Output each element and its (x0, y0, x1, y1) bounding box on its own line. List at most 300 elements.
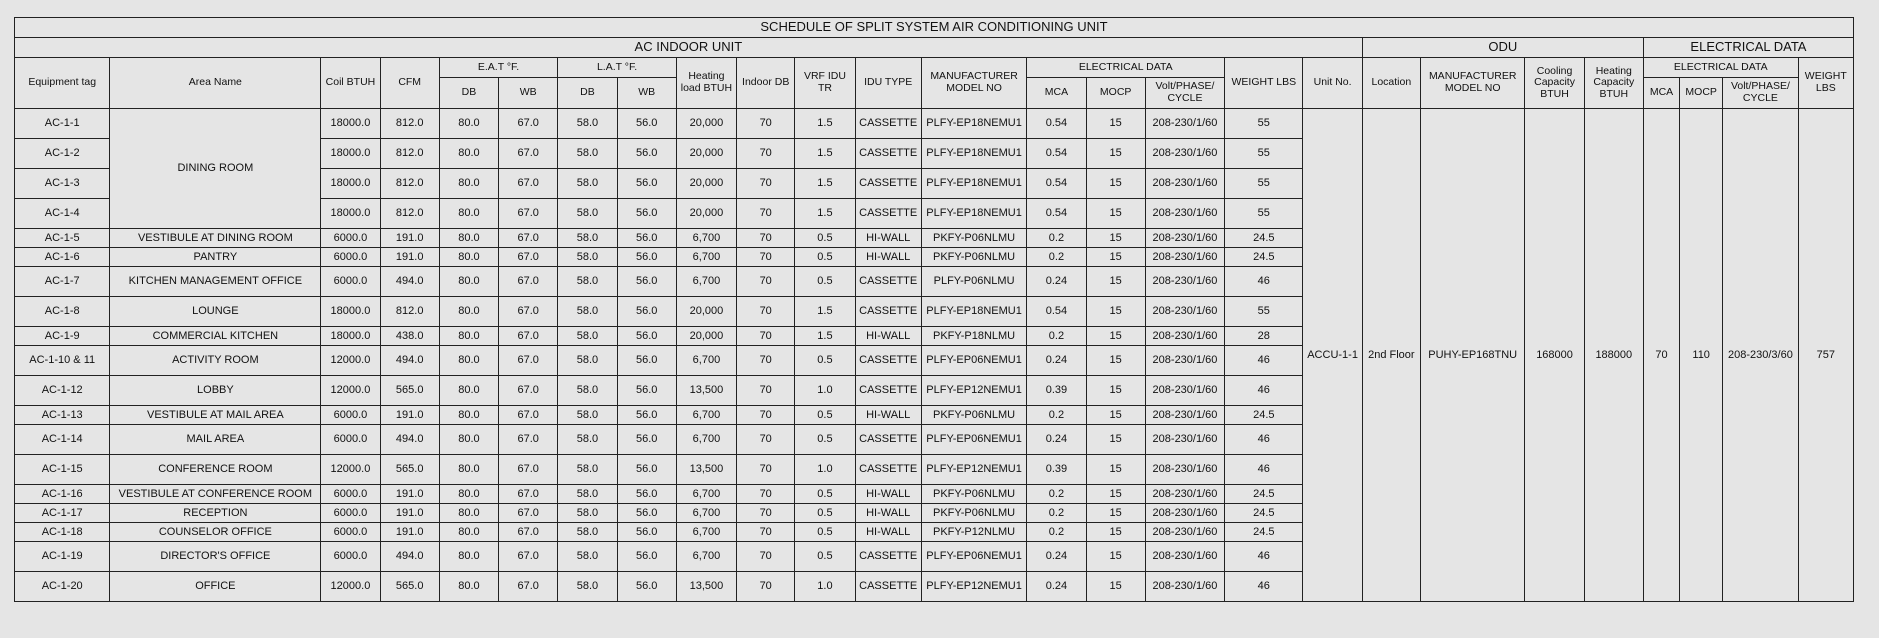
mca-cell: 0.54 (1027, 139, 1086, 169)
header-volt-phase-cycle: Volt/PHASE/ CYCLE (1145, 78, 1224, 109)
indoor-db-cell: 70 (737, 485, 795, 504)
indoor-db-cell: 70 (737, 267, 795, 297)
lat-wb-cell: 56.0 (617, 455, 676, 485)
equipment-tag-cell: AC-1-18 (15, 523, 110, 542)
header-odu-mocp: MOCP (1680, 78, 1723, 109)
tr-cell: 0.5 (795, 504, 855, 523)
header-eat-db: DB (439, 78, 498, 109)
heat-cell: 6,700 (676, 542, 736, 572)
indoor-db-cell: 70 (737, 199, 795, 229)
mocp-cell: 15 (1086, 199, 1145, 229)
equipment-tag-cell: AC-1-10 & 11 (15, 346, 110, 376)
lat-wb-cell: 56.0 (617, 504, 676, 523)
type-cell: CASSETTE (855, 139, 921, 169)
indoor-db-cell: 70 (737, 425, 795, 455)
eat-wb-cell: 67.0 (499, 425, 558, 455)
type-cell: CASSETTE (855, 109, 921, 139)
equipment-tag-cell: AC-1-12 (15, 376, 110, 406)
volt-cell: 208-230/1/60 (1145, 425, 1224, 455)
weight-cell: 28 (1225, 327, 1303, 346)
coil-cell: 6000.0 (321, 542, 380, 572)
eat-wb-cell: 67.0 (499, 376, 558, 406)
equipment-tag-cell: AC-1-19 (15, 542, 110, 572)
eat-wb-cell: 67.0 (499, 572, 558, 602)
header-area-name: Area Name (110, 58, 321, 109)
lat-db-cell: 58.0 (558, 139, 617, 169)
lat-db-cell: 58.0 (558, 572, 617, 602)
mocp-cell: 15 (1086, 523, 1145, 542)
heat-cell: 20,000 (676, 109, 736, 139)
header-location: Location (1362, 58, 1420, 109)
type-cell: CASSETTE (855, 169, 921, 199)
tr-cell: 0.5 (795, 406, 855, 425)
eat-wb-cell: 67.0 (499, 542, 558, 572)
indoor-db-cell: 70 (737, 229, 795, 248)
eat-wb-cell: 67.0 (499, 109, 558, 139)
lat-db-cell: 58.0 (558, 406, 617, 425)
area-name-cell: VESTIBULE AT MAIL AREA (110, 406, 321, 425)
mca-cell: 0.24 (1027, 542, 1086, 572)
mca-cell: 0.54 (1027, 169, 1086, 199)
lat-wb-cell: 56.0 (617, 267, 676, 297)
indoor-db-cell: 70 (737, 523, 795, 542)
heat-cell: 20,000 (676, 199, 736, 229)
tr-cell: 0.5 (795, 346, 855, 376)
coil-cell: 6000.0 (321, 406, 380, 425)
mca-cell: 0.2 (1027, 523, 1086, 542)
odu-model: PUHY-EP168TNU (1420, 109, 1524, 602)
equipment-tag-cell: AC-1-1 (15, 109, 110, 139)
lat-wb-cell: 56.0 (617, 376, 676, 406)
mca-cell: 0.2 (1027, 504, 1086, 523)
tr-cell: 0.5 (795, 485, 855, 504)
eat-db-cell: 80.0 (439, 572, 498, 602)
volt-cell: 208-230/1/60 (1145, 248, 1224, 267)
heat-cell: 6,700 (676, 406, 736, 425)
volt-cell: 208-230/1/60 (1145, 523, 1224, 542)
odu-unit-no: ACCU-1-1 (1303, 109, 1362, 602)
eat-db-cell: 80.0 (439, 267, 498, 297)
weight-cell: 55 (1225, 297, 1303, 327)
cfm-cell: 812.0 (380, 169, 439, 199)
type-cell: CASSETTE (855, 542, 921, 572)
area-name-cell: ACTIVITY ROOM (110, 346, 321, 376)
heat-cell: 13,500 (676, 455, 736, 485)
schedule-title: SCHEDULE OF SPLIT SYSTEM AIR CONDITIONING UNIT (15, 18, 1854, 38)
volt-cell: 208-230/1/60 (1145, 504, 1224, 523)
lat-db-cell: 58.0 (558, 376, 617, 406)
type-cell: HI-WALL (855, 406, 921, 425)
header-electrical-data: ELECTRICAL DATA (1027, 58, 1225, 78)
type-cell: HI-WALL (855, 248, 921, 267)
area-name-cell: COMMERCIAL KITCHEN (110, 327, 321, 346)
mocp-cell: 15 (1086, 504, 1145, 523)
eat-db-cell: 80.0 (439, 297, 498, 327)
model-cell: PLFY-EP18NEMU1 (921, 169, 1026, 199)
coil-cell: 12000.0 (321, 572, 380, 602)
area-name-cell: OFFICE (110, 572, 321, 602)
odu-mca: 70 (1643, 109, 1679, 602)
indoor-db-cell: 70 (737, 297, 795, 327)
model-cell: PKFY-P06NLMU (921, 504, 1026, 523)
model-cell: PKFY-P12NLMU (921, 523, 1026, 542)
eat-wb-cell: 67.0 (499, 504, 558, 523)
volt-cell: 208-230/1/60 (1145, 267, 1224, 297)
coil-cell: 18000.0 (321, 327, 380, 346)
cfm-cell: 565.0 (380, 572, 439, 602)
type-cell: HI-WALL (855, 504, 921, 523)
tr-cell: 1.5 (795, 297, 855, 327)
equipment-tag-cell: AC-1-9 (15, 327, 110, 346)
weight-cell: 46 (1225, 542, 1303, 572)
lat-wb-cell: 56.0 (617, 139, 676, 169)
lat-wb-cell: 56.0 (617, 229, 676, 248)
cfm-cell: 494.0 (380, 425, 439, 455)
mca-cell: 0.54 (1027, 199, 1086, 229)
header-manufacturer-model: MANUFACTURER MODEL NO (921, 58, 1026, 109)
equipment-tag-cell: AC-1-13 (15, 406, 110, 425)
mca-cell: 0.24 (1027, 572, 1086, 602)
eat-db-cell: 80.0 (439, 376, 498, 406)
lat-wb-cell: 56.0 (617, 297, 676, 327)
indoor-db-cell: 70 (737, 504, 795, 523)
lat-db-cell: 58.0 (558, 199, 617, 229)
equipment-tag-cell: AC-1-16 (15, 485, 110, 504)
equipment-tag-cell: AC-1-14 (15, 425, 110, 455)
lat-db-cell: 58.0 (558, 346, 617, 376)
model-cell: PLFY-EP12NEMU1 (921, 376, 1026, 406)
lat-wb-cell: 56.0 (617, 406, 676, 425)
eat-db-cell: 80.0 (439, 425, 498, 455)
tr-cell: 1.5 (795, 327, 855, 346)
lat-db-cell: 58.0 (558, 248, 617, 267)
lat-db-cell: 58.0 (558, 297, 617, 327)
tr-cell: 1.0 (795, 455, 855, 485)
weight-cell: 55 (1225, 169, 1303, 199)
model-cell: PLFY-EP06NEMU1 (921, 425, 1026, 455)
coil-cell: 6000.0 (321, 523, 380, 542)
weight-cell: 24.5 (1225, 504, 1303, 523)
volt-cell: 208-230/1/60 (1145, 109, 1224, 139)
equipment-tag-cell: AC-1-3 (15, 169, 110, 199)
indoor-db-cell: 70 (737, 542, 795, 572)
lat-db-cell: 58.0 (558, 455, 617, 485)
lat-wb-cell: 56.0 (617, 425, 676, 455)
equipment-tag-cell: AC-1-15 (15, 455, 110, 485)
model-cell: PKFY-P06NLMU (921, 229, 1026, 248)
mca-cell: 0.54 (1027, 109, 1086, 139)
model-cell: PLFY-EP12NEMU1 (921, 455, 1026, 485)
lat-wb-cell: 56.0 (617, 572, 676, 602)
tr-cell: 0.5 (795, 229, 855, 248)
eat-wb-cell: 67.0 (499, 346, 558, 376)
coil-cell: 6000.0 (321, 504, 380, 523)
mca-cell: 0.2 (1027, 248, 1086, 267)
mocp-cell: 15 (1086, 229, 1145, 248)
type-cell: CASSETTE (855, 425, 921, 455)
tr-cell: 1.0 (795, 572, 855, 602)
header-cfm: CFM (380, 58, 439, 109)
section-odu-electrical: ELECTRICAL DATA (1643, 38, 1853, 58)
indoor-db-cell: 70 (737, 139, 795, 169)
eat-db-cell: 80.0 (439, 169, 498, 199)
weight-cell: 24.5 (1225, 523, 1303, 542)
tr-cell: 1.5 (795, 109, 855, 139)
volt-cell: 208-230/1/60 (1145, 327, 1224, 346)
area-name-cell: LOUNGE (110, 297, 321, 327)
odu-weight: 757 (1798, 109, 1853, 602)
eat-db-cell: 80.0 (439, 327, 498, 346)
area-name-cell: PANTRY (110, 248, 321, 267)
eat-db-cell: 80.0 (439, 199, 498, 229)
equipment-tag-cell: AC-1-7 (15, 267, 110, 297)
volt-cell: 208-230/1/60 (1145, 199, 1224, 229)
eat-wb-cell: 67.0 (499, 139, 558, 169)
coil-cell: 6000.0 (321, 267, 380, 297)
cfm-cell: 494.0 (380, 267, 439, 297)
cfm-cell: 812.0 (380, 139, 439, 169)
mca-cell: 0.39 (1027, 376, 1086, 406)
header-odu-mca: MCA (1643, 78, 1679, 109)
cfm-cell: 494.0 (380, 346, 439, 376)
weight-cell: 24.5 (1225, 485, 1303, 504)
mocp-cell: 15 (1086, 542, 1145, 572)
coil-cell: 18000.0 (321, 199, 380, 229)
equipment-tag-cell: AC-1-4 (15, 199, 110, 229)
tr-cell: 1.0 (795, 376, 855, 406)
mocp-cell: 15 (1086, 297, 1145, 327)
model-cell: PLFY-EP12NEMU1 (921, 572, 1026, 602)
weight-cell: 46 (1225, 376, 1303, 406)
weight-cell: 55 (1225, 139, 1303, 169)
weight-cell: 24.5 (1225, 229, 1303, 248)
model-cell: PLFY-EP18NEMU1 (921, 109, 1026, 139)
cfm-cell: 191.0 (380, 406, 439, 425)
heat-cell: 6,700 (676, 504, 736, 523)
weight-cell: 55 (1225, 109, 1303, 139)
type-cell: CASSETTE (855, 267, 921, 297)
schedule-table (14, 17, 1854, 602)
coil-cell: 12000.0 (321, 376, 380, 406)
section-ac-indoor-unit: AC INDOOR UNIT (15, 38, 1363, 58)
tr-cell: 0.5 (795, 248, 855, 267)
header-odu-volt: Volt/PHASE/ CYCLE (1723, 78, 1798, 109)
header-odu-manufacturer-model: MANUFACTURER MODEL NO (1420, 58, 1524, 109)
header-odu-weight: WEIGHT LBS (1798, 58, 1853, 109)
indoor-db-cell: 70 (737, 455, 795, 485)
mca-cell: 0.24 (1027, 267, 1086, 297)
coil-cell: 18000.0 (321, 139, 380, 169)
cfm-cell: 191.0 (380, 523, 439, 542)
heat-cell: 20,000 (676, 327, 736, 346)
table-row (15, 109, 1854, 139)
model-cell: PLFY-EP18NEMU1 (921, 199, 1026, 229)
eat-db-cell: 80.0 (439, 523, 498, 542)
header-vrf-idu-tr: VRF IDU TR (795, 58, 855, 109)
mca-cell: 0.54 (1027, 297, 1086, 327)
eat-wb-cell: 67.0 (499, 297, 558, 327)
odu-location: 2nd Floor (1362, 109, 1420, 602)
equipment-tag-cell: AC-1-5 (15, 229, 110, 248)
area-name-cell: VESTIBULE AT CONFERENCE ROOM (110, 485, 321, 504)
tr-cell: 1.5 (795, 199, 855, 229)
type-cell: HI-WALL (855, 523, 921, 542)
equipment-tag-cell: AC-1-20 (15, 572, 110, 602)
volt-cell: 208-230/1/60 (1145, 169, 1224, 199)
header-lat-db: DB (558, 78, 617, 109)
cfm-cell: 191.0 (380, 229, 439, 248)
heat-cell: 6,700 (676, 346, 736, 376)
heat-cell: 13,500 (676, 376, 736, 406)
eat-db-cell: 80.0 (439, 542, 498, 572)
coil-cell: 6000.0 (321, 485, 380, 504)
eat-wb-cell: 67.0 (499, 199, 558, 229)
eat-db-cell: 80.0 (439, 109, 498, 139)
model-cell: PKFY-P06NLMU (921, 248, 1026, 267)
lat-db-cell: 58.0 (558, 485, 617, 504)
volt-cell: 208-230/1/60 (1145, 139, 1224, 169)
weight-cell: 46 (1225, 346, 1303, 376)
header-lat-wb: WB (617, 78, 676, 109)
model-cell: PLFY-EP18NEMU1 (921, 139, 1026, 169)
header-eat: E.A.T °F. (439, 58, 558, 78)
heat-cell: 6,700 (676, 425, 736, 455)
cfm-cell: 191.0 (380, 248, 439, 267)
heat-cell: 6,700 (676, 523, 736, 542)
volt-cell: 208-230/1/60 (1145, 455, 1224, 485)
eat-wb-cell: 67.0 (499, 523, 558, 542)
lat-wb-cell: 56.0 (617, 248, 676, 267)
header-weight-lbs: WEIGHT LBS (1225, 58, 1303, 109)
area-name-cell: COUNSELOR OFFICE (110, 523, 321, 542)
mocp-cell: 15 (1086, 425, 1145, 455)
eat-db-cell: 80.0 (439, 406, 498, 425)
indoor-db-cell: 70 (737, 248, 795, 267)
type-cell: CASSETTE (855, 455, 921, 485)
area-name-cell: MAIL AREA (110, 425, 321, 455)
type-cell: CASSETTE (855, 199, 921, 229)
eat-db-cell: 80.0 (439, 139, 498, 169)
lat-db-cell: 58.0 (558, 425, 617, 455)
lat-wb-cell: 56.0 (617, 199, 676, 229)
mca-cell: 0.24 (1027, 346, 1086, 376)
odu-cooling-capacity: 168000 (1525, 109, 1584, 602)
schedule-sheet (14, 17, 1854, 602)
lat-db-cell: 58.0 (558, 267, 617, 297)
weight-cell: 46 (1225, 455, 1303, 485)
schedule-body (15, 109, 1854, 602)
lat-db-cell: 58.0 (558, 229, 617, 248)
eat-wb-cell: 67.0 (499, 485, 558, 504)
odu-volt-phase-cycle: 208-230/3/60 (1723, 109, 1798, 602)
model-cell: PLFY-EP18NEMU1 (921, 297, 1026, 327)
lat-wb-cell: 56.0 (617, 327, 676, 346)
lat-db-cell: 58.0 (558, 169, 617, 199)
eat-wb-cell: 67.0 (499, 248, 558, 267)
tr-cell: 1.5 (795, 139, 855, 169)
header-cooling-capacity: Cooling Capacity BTUH (1525, 58, 1584, 109)
odu-mocp: 110 (1680, 109, 1723, 602)
eat-wb-cell: 67.0 (499, 267, 558, 297)
header-mocp: MOCP (1086, 78, 1145, 109)
type-cell: HI-WALL (855, 229, 921, 248)
weight-cell: 55 (1225, 199, 1303, 229)
volt-cell: 208-230/1/60 (1145, 485, 1224, 504)
mca-cell: 0.24 (1027, 425, 1086, 455)
eat-db-cell: 80.0 (439, 346, 498, 376)
type-cell: CASSETTE (855, 297, 921, 327)
indoor-db-cell: 70 (737, 346, 795, 376)
lat-wb-cell: 56.0 (617, 523, 676, 542)
type-cell: HI-WALL (855, 485, 921, 504)
eat-db-cell: 80.0 (439, 229, 498, 248)
cfm-cell: 191.0 (380, 504, 439, 523)
area-name-cell: KITCHEN MANAGEMENT OFFICE (110, 267, 321, 297)
mocp-cell: 15 (1086, 169, 1145, 199)
eat-wb-cell: 67.0 (499, 327, 558, 346)
model-cell: PKFY-P18NLMU (921, 327, 1026, 346)
lat-db-cell: 58.0 (558, 109, 617, 139)
coil-cell: 12000.0 (321, 455, 380, 485)
indoor-db-cell: 70 (737, 572, 795, 602)
mocp-cell: 15 (1086, 406, 1145, 425)
type-cell: HI-WALL (855, 327, 921, 346)
type-cell: CASSETTE (855, 572, 921, 602)
mocp-cell: 15 (1086, 327, 1145, 346)
lat-db-cell: 58.0 (558, 504, 617, 523)
area-name-cell: LOBBY (110, 376, 321, 406)
model-cell: PLFY-EP06NEMU1 (921, 346, 1026, 376)
mca-cell: 0.2 (1027, 327, 1086, 346)
indoor-db-cell: 70 (737, 376, 795, 406)
mocp-cell: 15 (1086, 109, 1145, 139)
coil-cell: 18000.0 (321, 109, 380, 139)
model-cell: PKFY-P06NLMU (921, 485, 1026, 504)
heat-cell: 6,700 (676, 248, 736, 267)
cfm-cell: 438.0 (380, 327, 439, 346)
mocp-cell: 15 (1086, 572, 1145, 602)
header-lat: L.A.T °F. (558, 58, 677, 78)
cfm-cell: 812.0 (380, 297, 439, 327)
tr-cell: 1.5 (795, 169, 855, 199)
header-idu-type: IDU TYPE (855, 58, 921, 109)
model-cell: PKFY-P06NLMU (921, 406, 1026, 425)
eat-db-cell: 80.0 (439, 248, 498, 267)
volt-cell: 208-230/1/60 (1145, 406, 1224, 425)
lat-db-cell: 58.0 (558, 523, 617, 542)
weight-cell: 24.5 (1225, 248, 1303, 267)
volt-cell: 208-230/1/60 (1145, 297, 1224, 327)
coil-cell: 12000.0 (321, 346, 380, 376)
section-odu: ODU (1362, 38, 1643, 58)
mca-cell: 0.2 (1027, 406, 1086, 425)
type-cell: CASSETTE (855, 346, 921, 376)
heat-cell: 6,700 (676, 229, 736, 248)
mocp-cell: 15 (1086, 267, 1145, 297)
eat-db-cell: 80.0 (439, 485, 498, 504)
weight-cell: 46 (1225, 267, 1303, 297)
heat-cell: 20,000 (676, 139, 736, 169)
area-name-dining-room: DINING ROOM (110, 109, 321, 229)
mocp-cell: 15 (1086, 248, 1145, 267)
weight-cell: 46 (1225, 425, 1303, 455)
mca-cell: 0.2 (1027, 229, 1086, 248)
eat-db-cell: 80.0 (439, 455, 498, 485)
coil-cell: 6000.0 (321, 248, 380, 267)
header-coil-btuh: Coil BTUH (321, 58, 380, 109)
lat-db-cell: 58.0 (558, 542, 617, 572)
header-odu-electrical-data: ELECTRICAL DATA (1643, 58, 1798, 78)
